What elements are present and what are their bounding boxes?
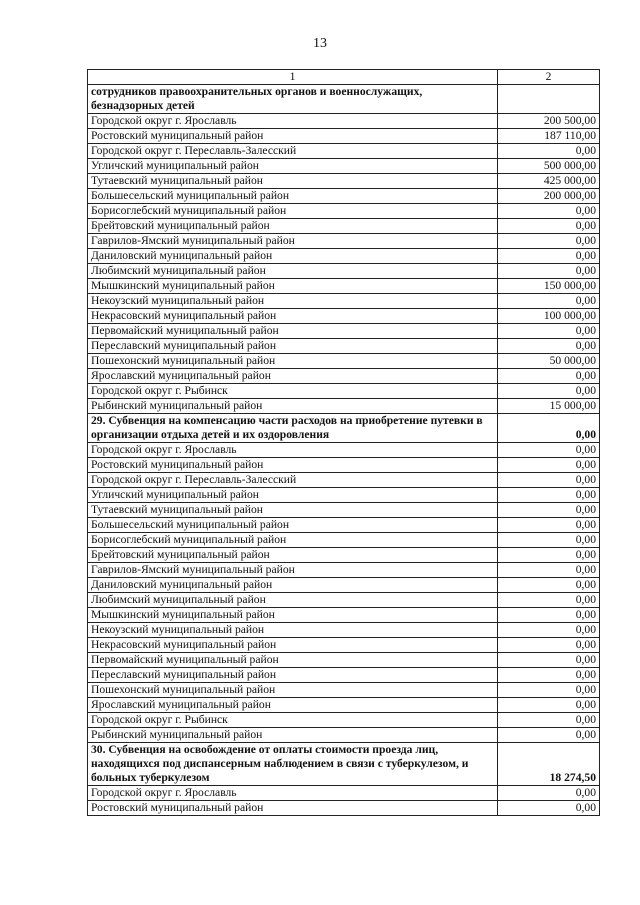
table-row bbox=[88, 264, 600, 279]
amount-value: 0,00 bbox=[498, 204, 600, 219]
table-row bbox=[88, 144, 600, 159]
table-row bbox=[88, 638, 600, 653]
amount-value: 0,00 bbox=[498, 653, 600, 668]
amount-value: 500 000,00 bbox=[498, 159, 600, 174]
municipality-name: Тутаевский муниципальный район bbox=[88, 174, 498, 189]
amount-value: 0,00 bbox=[498, 249, 600, 264]
section-row bbox=[88, 743, 600, 786]
amount-value: 187 110,00 bbox=[498, 129, 600, 144]
municipality-name: Ярославский муниципальный район bbox=[88, 369, 498, 384]
amount-value: 0,00 bbox=[498, 608, 600, 623]
municipality-name: Гаврилов-Ямский муниципальный район bbox=[88, 234, 498, 249]
amount-value: 0,00 bbox=[498, 369, 600, 384]
table-row bbox=[88, 354, 600, 369]
table-row bbox=[88, 443, 600, 458]
municipality-name: Угличский муниципальный район bbox=[88, 159, 498, 174]
municipality-name: Некрасовский муниципальный район bbox=[88, 309, 498, 324]
amount-value: 0,00 bbox=[498, 264, 600, 279]
amount-value: 425 000,00 bbox=[498, 174, 600, 189]
municipality-name: Первомайский муниципальный район bbox=[88, 653, 498, 668]
section-title: 29. Субвенция на компенсацию части расходов на приобретение путевки в организации отдыха детей и их оздоровления bbox=[88, 414, 498, 443]
municipality-name: Пошехонский муниципальный район bbox=[88, 683, 498, 698]
table-row bbox=[88, 623, 600, 638]
amount-value: 0,00 bbox=[498, 713, 600, 728]
table-row bbox=[88, 608, 600, 623]
table-row bbox=[88, 801, 600, 816]
table-row bbox=[88, 533, 600, 548]
budget-table bbox=[87, 69, 600, 816]
municipality-name: Переславский муниципальный район bbox=[88, 339, 498, 354]
municipality-name: Тутаевский муниципальный район bbox=[88, 503, 498, 518]
amount-value: 200 500,00 bbox=[498, 114, 600, 129]
municipality-name: Рыбинский муниципальный район bbox=[88, 399, 498, 414]
table-row bbox=[88, 653, 600, 668]
municipality-name: Борисоглебский муниципальный район bbox=[88, 533, 498, 548]
municipality-name: Городской округ г. Рыбинск bbox=[88, 713, 498, 728]
municipality-name: Любимский муниципальный район bbox=[88, 593, 498, 608]
municipality-name: Большесельский муниципальный район bbox=[88, 189, 498, 204]
table-header-row bbox=[88, 70, 600, 85]
table-row bbox=[88, 578, 600, 593]
municipality-name: Рыбинский муниципальный район bbox=[88, 728, 498, 743]
table-row bbox=[88, 219, 600, 234]
table-row bbox=[88, 234, 600, 249]
table-row bbox=[88, 668, 600, 683]
table-row bbox=[88, 384, 600, 399]
table-row bbox=[88, 548, 600, 563]
amount-value: 0,00 bbox=[498, 473, 600, 488]
municipality-name: Мышкинский муниципальный район bbox=[88, 279, 498, 294]
municipality-name: Мышкинский муниципальный район bbox=[88, 608, 498, 623]
table-row bbox=[88, 503, 600, 518]
amount-value: 0,00 bbox=[498, 548, 600, 563]
amount-value: 100 000,00 bbox=[498, 309, 600, 324]
section-row bbox=[88, 85, 600, 114]
table-row bbox=[88, 488, 600, 503]
table-row bbox=[88, 563, 600, 578]
table-row bbox=[88, 399, 600, 414]
amount-value: 50 000,00 bbox=[498, 354, 600, 369]
table-row bbox=[88, 728, 600, 743]
municipality-name: Городской округ г. Ярославль bbox=[88, 114, 498, 129]
section-title: 30. Субвенция на освобождение от оплаты стоимости проезда лиц, находящихся под диспансерным наблюдением в связи с туберкулезом, и больных туберкулезом bbox=[88, 743, 498, 786]
table-row bbox=[88, 683, 600, 698]
amount-value: 0,00 bbox=[498, 384, 600, 399]
table-row bbox=[88, 458, 600, 473]
municipality-name: Любимский муниципальный район bbox=[88, 264, 498, 279]
municipality-name: Ростовский муниципальный район bbox=[88, 458, 498, 473]
amount-value: 0,00 bbox=[498, 801, 600, 816]
amount-value: 0,00 bbox=[498, 518, 600, 533]
page-number: 13 bbox=[313, 36, 327, 51]
amount-value: 0,00 bbox=[498, 563, 600, 578]
budget-table-body bbox=[88, 70, 600, 816]
section-title: сотрудников правоохранительных органов и военнослужащих, безнадзорных детей bbox=[88, 85, 498, 114]
municipality-name: Даниловский муниципальный район bbox=[88, 249, 498, 264]
municipality-name: Брейтовский муниципальный район bbox=[88, 548, 498, 563]
table-row bbox=[88, 473, 600, 488]
municipality-name: Первомайский муниципальный район bbox=[88, 324, 498, 339]
amount-value: 0,00 bbox=[498, 324, 600, 339]
column-header-amount: 2 bbox=[498, 70, 600, 85]
amount-value: 0,00 bbox=[498, 623, 600, 638]
amount-value: 0,00 bbox=[498, 339, 600, 354]
amount-value: 0,00 bbox=[498, 443, 600, 458]
amount-value: 0,00 bbox=[498, 533, 600, 548]
table-row bbox=[88, 159, 600, 174]
municipality-name: Городской округ г. Ярославль bbox=[88, 443, 498, 458]
amount-value: 0,00 bbox=[498, 458, 600, 473]
amount-value: 0,00 bbox=[498, 234, 600, 249]
table-row bbox=[88, 174, 600, 189]
table-row bbox=[88, 309, 600, 324]
amount-value: 0,00 bbox=[498, 503, 600, 518]
municipality-name: Переславский муниципальный район bbox=[88, 668, 498, 683]
municipality-name: Городской округ г. Переславль-Залесский bbox=[88, 473, 498, 488]
amount-value: 0,00 bbox=[498, 698, 600, 713]
municipality-name: Ярославский муниципальный район bbox=[88, 698, 498, 713]
table-row bbox=[88, 114, 600, 129]
amount-value: 0,00 bbox=[498, 219, 600, 234]
table-row bbox=[88, 279, 600, 294]
amount-value: 0,00 bbox=[498, 668, 600, 683]
amount-value: 0,00 bbox=[498, 683, 600, 698]
table-row bbox=[88, 593, 600, 608]
municipality-name: Ростовский муниципальный район bbox=[88, 129, 498, 144]
table-row bbox=[88, 204, 600, 219]
municipality-name: Некоузский муниципальный район bbox=[88, 623, 498, 638]
municipality-name: Городской округ г. Рыбинск bbox=[88, 384, 498, 399]
municipality-name: Некрасовский муниципальный район bbox=[88, 638, 498, 653]
amount-value: 0,00 bbox=[498, 593, 600, 608]
municipality-name: Городской округ г. Переславль-Залесский bbox=[88, 144, 498, 159]
municipality-name: Большесельский муниципальный район bbox=[88, 518, 498, 533]
table-row bbox=[88, 369, 600, 384]
table-row bbox=[88, 698, 600, 713]
municipality-name: Городской округ г. Ярославль bbox=[88, 786, 498, 801]
municipality-name: Гаврилов-Ямский муниципальный район bbox=[88, 563, 498, 578]
municipality-name: Брейтовский муниципальный район bbox=[88, 219, 498, 234]
amount-value: 0,00 bbox=[498, 294, 600, 309]
municipality-name: Угличский муниципальный район bbox=[88, 488, 498, 503]
municipality-name: Даниловский муниципальный район bbox=[88, 578, 498, 593]
table-row bbox=[88, 518, 600, 533]
municipality-name: Ростовский муниципальный район bbox=[88, 801, 498, 816]
amount-value: 0,00 bbox=[498, 144, 600, 159]
table-row bbox=[88, 324, 600, 339]
section-total bbox=[498, 85, 600, 114]
section-total: 0,00 bbox=[498, 414, 600, 443]
municipality-name: Борисоглебский муниципальный район bbox=[88, 204, 498, 219]
municipality-name: Пошехонский муниципальный район bbox=[88, 354, 498, 369]
table-row bbox=[88, 713, 600, 728]
column-header-name: 1 bbox=[88, 70, 498, 85]
table-row bbox=[88, 249, 600, 264]
section-total: 18 274,50 bbox=[498, 743, 600, 786]
municipality-name: Некоузский муниципальный район bbox=[88, 294, 498, 309]
table-row bbox=[88, 339, 600, 354]
amount-value: 0,00 bbox=[498, 638, 600, 653]
amount-value: 0,00 bbox=[498, 786, 600, 801]
amount-value: 200 000,00 bbox=[498, 189, 600, 204]
amount-value: 15 000,00 bbox=[498, 399, 600, 414]
amount-value: 150 000,00 bbox=[498, 279, 600, 294]
table-row bbox=[88, 189, 600, 204]
amount-value: 0,00 bbox=[498, 578, 600, 593]
table-row bbox=[88, 786, 600, 801]
amount-value: 0,00 bbox=[498, 728, 600, 743]
table-row bbox=[88, 129, 600, 144]
table-row bbox=[88, 294, 600, 309]
amount-value: 0,00 bbox=[498, 488, 600, 503]
section-row bbox=[88, 414, 600, 443]
